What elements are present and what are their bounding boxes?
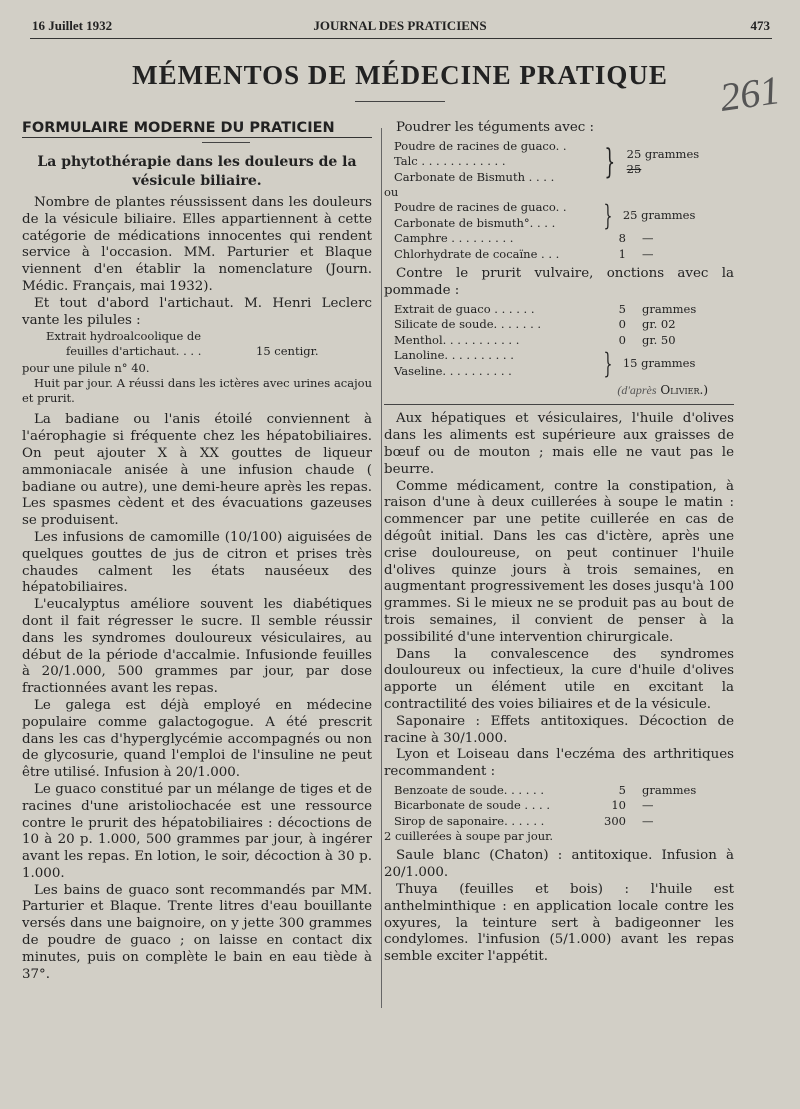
brace-icon: } bbox=[603, 198, 613, 232]
article-title-line-1: La phytothérapie dans les douleurs de la bbox=[37, 154, 357, 170]
rx-line-1: Extrait hydroalcoolique de bbox=[46, 329, 202, 344]
brace-icon: } bbox=[604, 142, 616, 183]
header-journal: JOURNAL DES PRATICIENS bbox=[313, 18, 487, 33]
paragraph-convalescence: Dans la convalescence des syndromes douloureux ou infectieux, la cure d'huile d'olives apporte un élément utile en excitant la contractilité des voies biliaires et de la vésicule. bbox=[384, 646, 734, 712]
brace-icon: } bbox=[603, 346, 613, 380]
right-rule bbox=[384, 404, 734, 405]
paragraph-eczema: Lyon et Loiseau dans l'eczéma des arthritiques recommandent : bbox=[384, 747, 734, 780]
paragraph-guaco: Le guaco constitué par un mélange de tiges et de racines d'une aristoliochacée est une ressource contre le prurit des hépatobiliaires : décoctions de 10 à 20 p. 1.000, 500 grammes par jour, à ingérer avant les repas. En lotion, le soir, décoction à 30 p. 1.000. bbox=[22, 781, 372, 881]
column-rule bbox=[381, 128, 382, 1008]
article-title bbox=[22, 153, 372, 191]
formula-ingredient: Talc . . . . . . . . . . . . bbox=[394, 154, 506, 169]
title-rule bbox=[355, 101, 445, 102]
header-page-number: 473 bbox=[750, 18, 770, 33]
rx-posology: Huit par jour. A réussi dans les ictères avec urines acajou et prurit. bbox=[22, 376, 372, 406]
formula-ingredient: Vaseline. . . . . . . . . . bbox=[394, 363, 512, 378]
paragraph-thuya: Thuya (feuilles et bois) : l'huile est anthelminthique : en application locale contre les oxyures, la teinture sert à badigeonner les condylomes. l'infusion (5/1.000) avant les repas semble exciter l'appétit. bbox=[384, 882, 734, 965]
formula-row: Chlorhydrate de cocaïne . . . 1 — bbox=[394, 246, 654, 261]
paragraph-prurit: Contre le prurit vulvaire, onctions avec la pommade : bbox=[384, 266, 734, 299]
paragraph-huile: Aux hépatiques et vésiculaires, l'huile d'olives dans les aliments est supérieure aux graisses de bœuf ou de mouton ; mais elle ne vaut pas le beurre. bbox=[384, 411, 734, 477]
formula-row: Menthol. . . . . . . . . . . 0 gr. 50 bbox=[394, 332, 676, 347]
left-column bbox=[22, 120, 372, 983]
signature-handwritten: (d'après bbox=[617, 383, 657, 398]
formula-ingredient: Poudre de racines de guaco. . bbox=[394, 138, 567, 153]
header-date: 16 Juillet 1932 bbox=[32, 18, 113, 33]
rx-ingredient: feuilles d'artichaut. . . . bbox=[66, 344, 202, 359]
formula-3 bbox=[394, 302, 734, 380]
formula-quantity-crossed: 25 bbox=[626, 162, 642, 177]
section-heading: FORMULAIRE MODERNE DU PRATICIEN bbox=[22, 120, 372, 138]
page-title: MÉMENTOS DE MÉDECINE PRATIQUE bbox=[132, 60, 668, 90]
formula-row: Sirop de saponaire. . . . . . 300 — bbox=[394, 813, 654, 828]
paragraph-intro: Nombre de plantes réussissent dans les douleurs de la vésicule biliaire. Elles appartiennent à cette catégorie de médications innocentes qui rendent service à l'occasion. MM. Parturier et Blaque viennent d'en établir la nomenclature (Journ. Médic. Français, mai 1932). bbox=[22, 195, 372, 294]
or-label: ou bbox=[384, 185, 399, 200]
rx-dose: 15 centigr. bbox=[256, 344, 319, 359]
right-column bbox=[384, 120, 734, 966]
paragraph-saponaire: Saponaire : Effets antitoxiques. Décoction de racine à 30/1.000. bbox=[384, 713, 734, 746]
paragraph-galega: Le galega est déjà employé en médecine populaire comme galactogogue. A été prescrit dans les cas d'hyperglycémie accompagnés ou non de glycosurie, quand l'emploi de l'insuline ne peut être utilisé. Infusion à 20/1.000. bbox=[22, 697, 372, 781]
formula-5 bbox=[394, 783, 734, 830]
article-title-line-2: vésicule biliaire. bbox=[132, 173, 262, 189]
rx-note: pour une pilule n° 40. bbox=[22, 361, 150, 376]
paragraph-eucalyptus: L'eucalyptus améliore souvent les diabétiques dont il fait régresser le sucre. Il semble réussir dans les syndromes douloureux vésiculaires, au début de la période d'accalmie. Infusionde feuilles à 20/1.000, 500 grammes par jour, par dose fractionnées avant les repas. bbox=[22, 597, 372, 697]
section-rule bbox=[202, 142, 250, 143]
formula-note: 2 cuillerées à soupe par jour. bbox=[384, 829, 554, 844]
formula-row: Camphre . . . . . . . . . 8 — bbox=[394, 231, 654, 246]
paragraph-poudrer: Poudrer les téguments avec : bbox=[396, 120, 595, 135]
formula-row: Silicate de soude. . . . . . . 0 gr. 02 bbox=[394, 317, 676, 332]
paragraph-saule: Saule blanc (Chaton) : antitoxique. Infusion à 20/1.000. bbox=[384, 848, 734, 881]
formula-ingredient: Lanoline. . . . . . . . . . bbox=[394, 348, 514, 363]
formula-2 bbox=[394, 200, 734, 262]
signature-name: Olivier.) bbox=[660, 383, 708, 398]
formula-ingredient: Carbonate de Bismuth . . . . bbox=[394, 169, 555, 184]
formula-quantity: 25 grammes bbox=[626, 146, 700, 161]
formula-row: Extrait de guaco . . . . . . 5 grammes bbox=[394, 301, 697, 316]
formula-ingredient: Poudre de racines de guaco. . bbox=[394, 200, 567, 215]
formula-quantity: 15 grammes bbox=[622, 356, 696, 371]
rx-line-2 bbox=[46, 344, 372, 359]
header-rule bbox=[30, 38, 772, 39]
handwritten-number: 261 bbox=[717, 67, 783, 120]
prescription-artichaut bbox=[46, 329, 372, 359]
paragraph-medicament: Comme médicament, contre la constipation, à raison d'une à deux cuillerées à soupe le matin : commencer par une petite cuillerée en cas de dégoût initial. Dans les cas d'ictère, après une crise douloureuse, on peut continuer l'huile d'olives quinze jours à trois semaines, en augmentant progressivement les doses jusqu'à 100 grammes. Si le mieux ne se produit pas au bout de trois semaines, il convient de penser à la possibilité d'une intervention chirurgicale. bbox=[384, 478, 734, 645]
paragraph-artichaut: Et tout d'abord l'artichaut. M. Henri Leclerc vante les pilules : bbox=[22, 295, 372, 328]
formula-row: Benzoate de soude. . . . . . 5 grammes bbox=[394, 782, 697, 797]
paragraph-bains: Les bains de guaco sont recommandés par MM. Parturier et Blaque. Trente litres d'eau bouillante versés dans une baignoire, on y jette 300 grammes de poudre de guaco ; on laisse en contact dix minutes, puis on complète le bain en eau tiède à 37°. bbox=[22, 882, 372, 982]
paragraph-camomille: Les infusions de camomille (10/100) aiguisées de quelques gouttes de jus de citron et prises très chaudes calment les états nauséeux des hépatobiliaires. bbox=[22, 529, 372, 596]
signature bbox=[384, 383, 708, 398]
formula-ingredient: Carbonate de bismuth°. . . . bbox=[394, 215, 556, 230]
formula-row: Bicarbonate de soude . . . . 10 — bbox=[394, 798, 654, 813]
formula-quantity: 25 grammes bbox=[622, 208, 696, 223]
formula-1 bbox=[394, 139, 734, 186]
paragraph-badiane: La badiane ou l'anis étoilé conviennent à l'aérophagie si fréquente chez les hépatobiliaires. On peut ajouter X à XX gouttes de liqueur ammoniacale anisée à une infusion chaude ( badiane ou autre), une demi-heure après les repas. Les spasmes cèdent et des évacuations gazeuses se produisent. bbox=[22, 412, 372, 529]
